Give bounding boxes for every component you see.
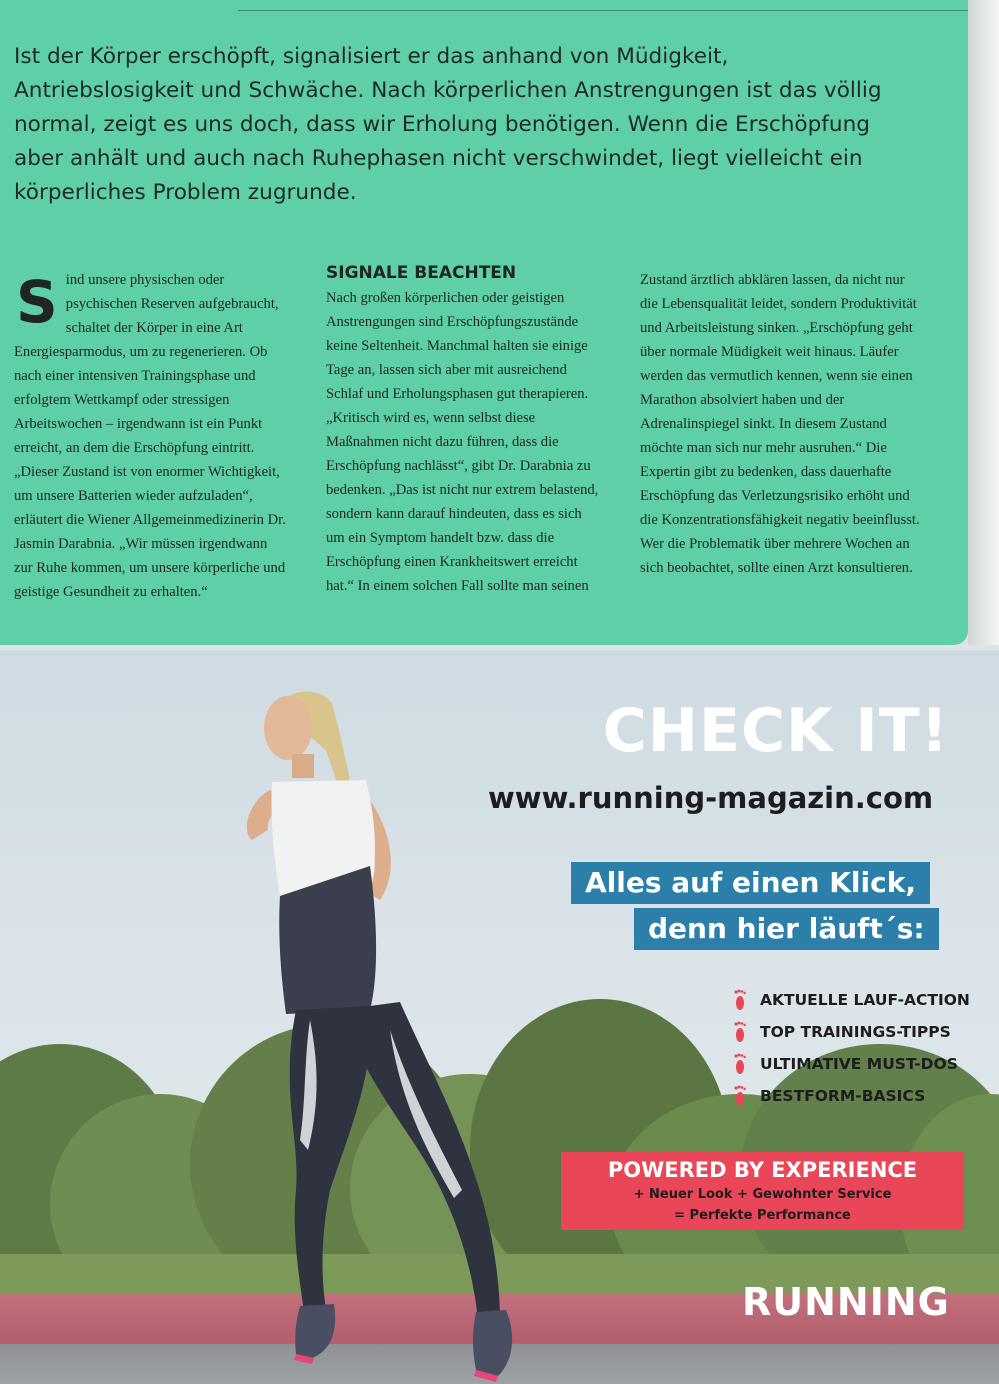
column-1-text: ind unsere physischen oder psychischen Reserven aufgebraucht, schaltet der Körper in eine Art Energiesparmodus, um zu regenerieren. Ob nach einer intensiven Trainingsphase und erfolgtem Wettkampf oder stressigen Arbeitswochen – irgendwann ist ein Punkt erreicht, an dem die Erschöpfung eintritt. „Dieser Zustand ist von enormer Wichtigkeit, um unsere Batterien wieder aufzuladen“, erläutert die Wiener Allgemeinmedizinerin Dr. Jasmin Darabnia. „Wir müssen irgendwann zur Ruhe kommen, um unsere körperliche und geistige Gesundheit zu erhalten.“ [14,272,286,600]
feature-list [732,984,970,1112]
powered-title: POWERED BY EXPERIENCE [607,1158,918,1182]
runner-photo [200,670,530,1384]
dropcap: S [16,268,58,336]
top-rule [238,10,968,11]
klick-banner-line-1: Alles auf einen Klick, [571,862,930,904]
feature-label: BESTFORM-BASICS [760,1087,926,1105]
running-logo: RUNNING [742,1280,950,1324]
list-item [732,1048,970,1080]
list-item [732,1016,970,1048]
article-column-3 [640,268,920,580]
article-section [0,0,968,645]
feature-label: TOP TRAININGS-TIPPS [760,1023,951,1041]
footprint-icon [732,1085,748,1107]
klick-banner-line-2: denn hier läuft´s: [634,908,939,950]
article-intro: Ist der Körper erschöpft, signalisiert er das anhand von Müdigkeit, Antriebslosigkeit und Schwäche. Nach körperlichen Anstrengungen ist das völlig normal, zeigt es uns doch, dass wir Erholung benötigen. Wenn die Erschöpfung aber anhält und auch nach Ruhephasen nicht verschwindet, liegt vielleicht ein körperliches Problem zugrunde. [14,44,882,205]
headline-check-it: CHECK IT! [602,696,949,766]
footprint-icon [732,1021,748,1043]
article-column-2 [326,263,600,598]
list-item [732,984,970,1016]
article-column-1 [14,268,288,604]
feature-label: AKTUELLE LAUF-ACTION [760,991,970,1009]
website-url[interactable]: www.running-magazin.com [488,781,934,815]
footprint-icon [732,1053,748,1075]
article-columns [14,263,920,608]
powered-line-2: = Perfekte Performance [674,1208,851,1223]
column-3-text: Zustand ärztlich abklären lassen, da nicht nur die Lebensqualität leidet, sondern Produktivität und Arbeitsleistung sinken. „Erschöpfung geht über normale Müdigkeit weit hinaus. Läufer werden das vermutlich kennen, wenn sie einen Marathon absolviert haben und der Adrenalinspiegel sinkt. In diesem Zustand möchte man sich nur mehr ausruhen.“ Die Expertin gibt zu bedenken, dass dauerhafte Erschöpfung das Verletzungsrisiko erhöht und die Konzentrationsfähigkeit negativ beeinflusst. Wer die Problematik über mehrere Wochen an sich beobachtet, sollte einen Arzt konsultieren. [640,272,920,576]
page-edge [968,0,999,645]
powered-line-1: + Neuer Look + Gewohnter Service [633,1187,892,1202]
subheading-signale-beachten: SIGNALE BEACHTEN [326,263,517,283]
list-item [732,1080,970,1112]
feature-label: ULTIMATIVE MUST-DOS [760,1055,958,1073]
column-2-text: Nach großen körperlichen oder geistigen Anstrengungen sind Erschöpfungszustände keine Seltenheit. Manchmal halten sie einige Tage an, lassen sich aber mit ausreichend Schlaf und Erholungsphasen gut therapieren. „Kritisch wird es, wenn selbst diese Maßnahmen nicht dazu führen, dass die Erschöpfung nachlässt“, gibt Dr. Darabnia zu bedenken. „Das ist nicht nur extrem belastend, sondern kann darauf hindeuten, dass es sich um ein Symptom handelt bzw. dass die Erschöpfung einen Krankheitswert erreicht hat.“ In einem solchen Fall sollte man seinen [326,290,599,594]
powered-by-box [561,1152,964,1230]
footprint-icon [732,989,748,1011]
